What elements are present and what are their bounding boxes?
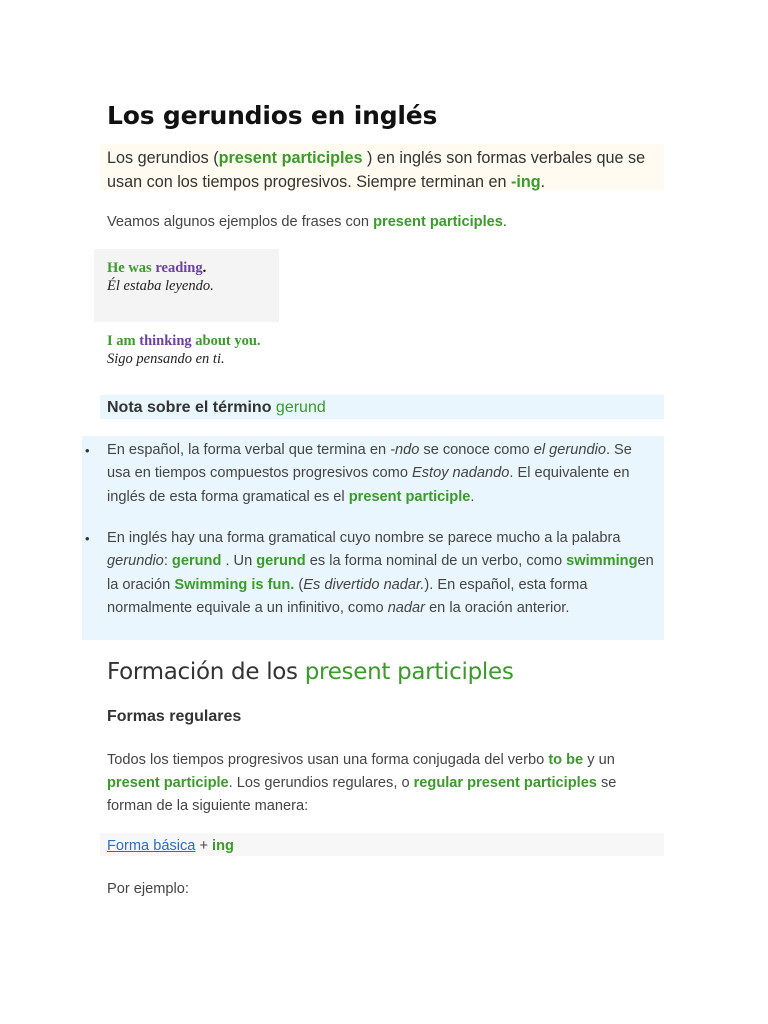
text: : (163, 553, 172, 570)
regular-forms-paragraph (107, 749, 659, 819)
example-verb: thinking (139, 333, 192, 349)
text: es la forma nominal de un verbo, como (305, 553, 567, 570)
italic-term: Es divertido nadar. (303, 576, 425, 593)
example-verb: reading (155, 260, 203, 276)
intro-text-1: Los gerundios ( (107, 149, 219, 167)
text: En español, la forma verbal que termina en (107, 442, 391, 458)
italic-term: -ndo (390, 442, 420, 458)
example-english-end: . (202, 260, 207, 276)
regular-forms-heading: Formas regulares (107, 708, 242, 725)
example-english-text: I am (107, 333, 140, 349)
italic-term: gerundio (107, 553, 164, 570)
green-term: to be (548, 752, 584, 768)
intro-term: present participles (218, 149, 363, 167)
text: . El equivalente en inglés de esta forma gramatical es el (107, 465, 630, 505)
formula (107, 836, 234, 856)
italic-term: Estoy nadando (412, 465, 510, 482)
example-english (107, 332, 261, 350)
text: se conoce como (419, 442, 534, 458)
intro-paragraph (107, 146, 659, 194)
examples-intro (107, 212, 507, 232)
bullet-icon: • (85, 443, 90, 458)
example-english-end: about you. (191, 333, 261, 349)
text: Todos los tiempos progresivos usan una forma conjugada del verbo (107, 752, 549, 768)
intro-suffix: -ing (510, 173, 541, 191)
green-term: gerund (171, 553, 222, 570)
bullet-icon: • (85, 531, 90, 546)
green-term: present participle (348, 488, 471, 505)
text: ). En español, esta forma normalmente equivale a un infinitivo, como (107, 576, 588, 616)
italic-term: el gerundio (533, 442, 606, 458)
example-sentence-1 (107, 259, 214, 295)
example-english-text: He was (107, 260, 156, 276)
text: y un (583, 752, 615, 768)
text: . Los gerundios regulares, o (228, 775, 414, 792)
text: en la oración (107, 553, 654, 593)
page-title: Los gerundios en inglés (107, 101, 438, 130)
note-list-item (85, 527, 655, 620)
examples-intro-text-1: Veamos algunos ejemplos de frases con (107, 214, 374, 230)
green-term: Swimming is fun. (174, 576, 295, 593)
text: . Un (221, 553, 257, 570)
formula-suffix: ing (212, 838, 234, 854)
intro-text-2: ) en inglés son formas verbales que se usan con los tiempos progresivos. Siempre terminan en (107, 149, 646, 191)
note-list-item (85, 439, 655, 509)
text: ( (294, 576, 304, 593)
note-heading-term: gerund (275, 399, 326, 416)
text: En inglés hay una forma gramatical cuyo nombre se parece mucho a la palabra (107, 530, 621, 546)
formation-heading-text: Formación de los (107, 659, 305, 685)
green-term: gerund (256, 553, 306, 570)
example-sentence-2 (107, 332, 261, 368)
green-term: swimming (566, 553, 638, 570)
text: se forman de la siguiente manera: (107, 775, 617, 815)
note-heading (107, 397, 326, 419)
basic-form-link[interactable]: Forma básica (107, 838, 196, 854)
example-english (107, 259, 214, 277)
text: en la oración anterior. (425, 599, 570, 616)
text: . (470, 488, 475, 505)
intro-text-3: . (540, 173, 546, 191)
example-spanish: Sigo pensando en ti. (107, 351, 225, 367)
text: . Se usa en tiempos compuestos progresivos como (107, 442, 632, 482)
formula-plus: + (195, 838, 213, 854)
green-term: present participle (107, 775, 229, 792)
formation-heading (107, 657, 514, 687)
formation-heading-term: present participles (304, 659, 514, 685)
examples-intro-text-2: . (502, 214, 507, 230)
examples-intro-term: present participles (373, 214, 503, 230)
note-heading-text: Nota sobre el término (107, 399, 276, 416)
green-term: regular present participles (413, 775, 597, 792)
italic-term: nadar (387, 599, 426, 616)
example-label: Por ejemplo: (107, 881, 189, 897)
example-spanish: Él estaba leyendo. (107, 278, 214, 294)
